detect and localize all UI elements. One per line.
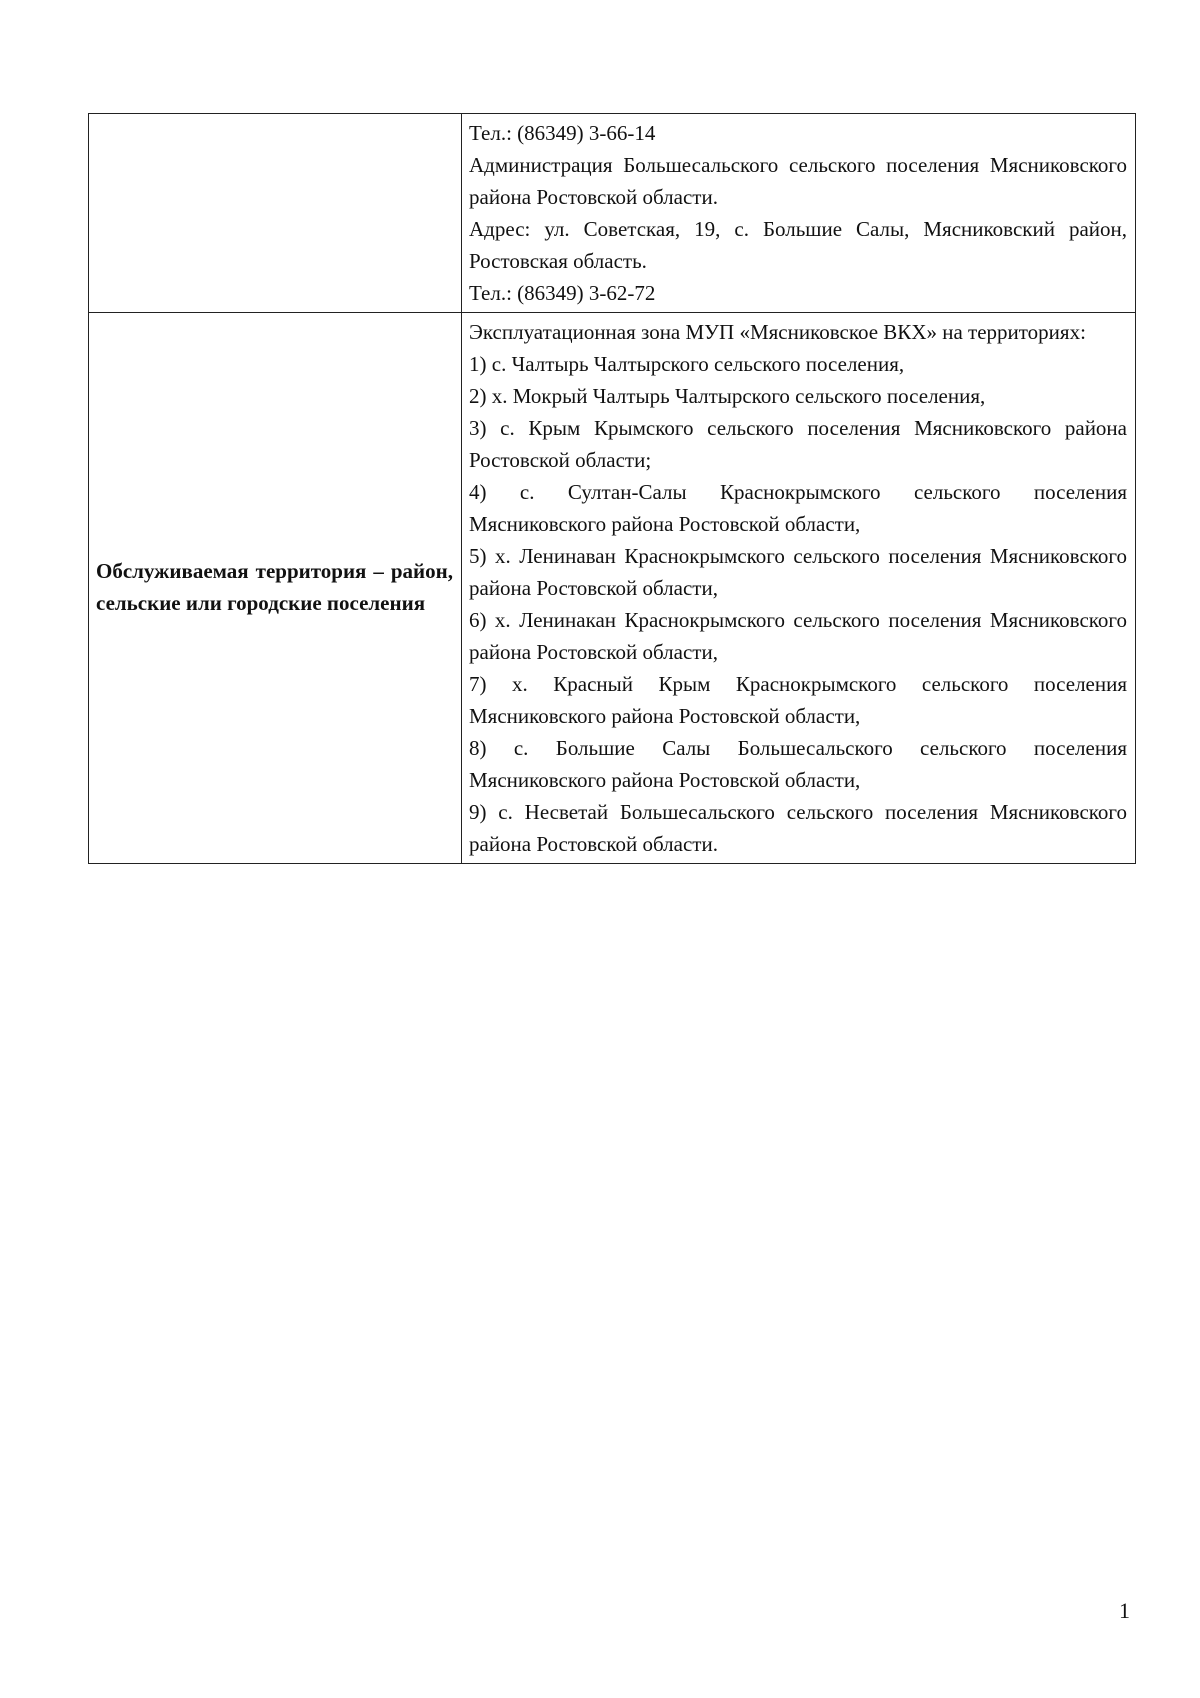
administration-line: Администрация Большесальского сельского поселения Мясниковского района Ростовской области. [469, 153, 1127, 209]
table-cell-contacts [462, 114, 1136, 313]
page-number: 1 [1119, 1598, 1130, 1623]
phone-line: Тел.: (86349) 3-66-14 [469, 121, 656, 145]
address-line: Адрес: ул. Советская, 19, с. Большие Салы, Мясниковский район, Ростовская область. [469, 217, 1127, 273]
phone-line: Тел.: (86349) 3-62-72 [469, 281, 656, 305]
territory-item: 1) с. Чалтырь Чалтырского сельского поселения, [469, 352, 905, 376]
territory-item: 3) с. Крым Крымского сельского поселения Мясниковского района Ростовской области; [469, 416, 1127, 472]
table-row [89, 114, 1136, 313]
territory-item: 9) с. Несветай Большесальского сельского поселения Мясниковского района Ростовской области. [469, 800, 1127, 856]
territory-intro: Эксплуатационная зона МУП «Мясниковское ВКХ» на территориях: [469, 320, 1086, 344]
table-cell-label [89, 114, 462, 313]
territory-item: 5) х. Ленинаван Краснокрымского сельского поселения Мясниковского района Ростовской области, [469, 544, 1127, 600]
territory-item: 7) х. Красный Крым Краснокрымского сельского поселения Мясниковского района Ростовской области, [469, 672, 1127, 728]
table-row [89, 313, 1136, 864]
territory-item: 8) с. Большие Салы Большесальского сельского поселения Мясниковского района Ростовской области, [469, 736, 1127, 792]
table-cell-territories [462, 313, 1136, 864]
territory-item: 2) х. Мокрый Чалтырь Чалтырского сельского поселения, [469, 384, 986, 408]
territory-item: 4) с. Султан-Салы Краснокрымского сельского поселения Мясниковского района Ростовской области, [469, 480, 1127, 536]
table-cell-label: Обслуживаемая территория – район, сельские или городские поселения [89, 313, 462, 864]
territory-item: 6) х. Ленинакан Краснокрымского сельского поселения Мясниковского района Ростовской области, [469, 608, 1127, 664]
info-table [88, 113, 1136, 864]
